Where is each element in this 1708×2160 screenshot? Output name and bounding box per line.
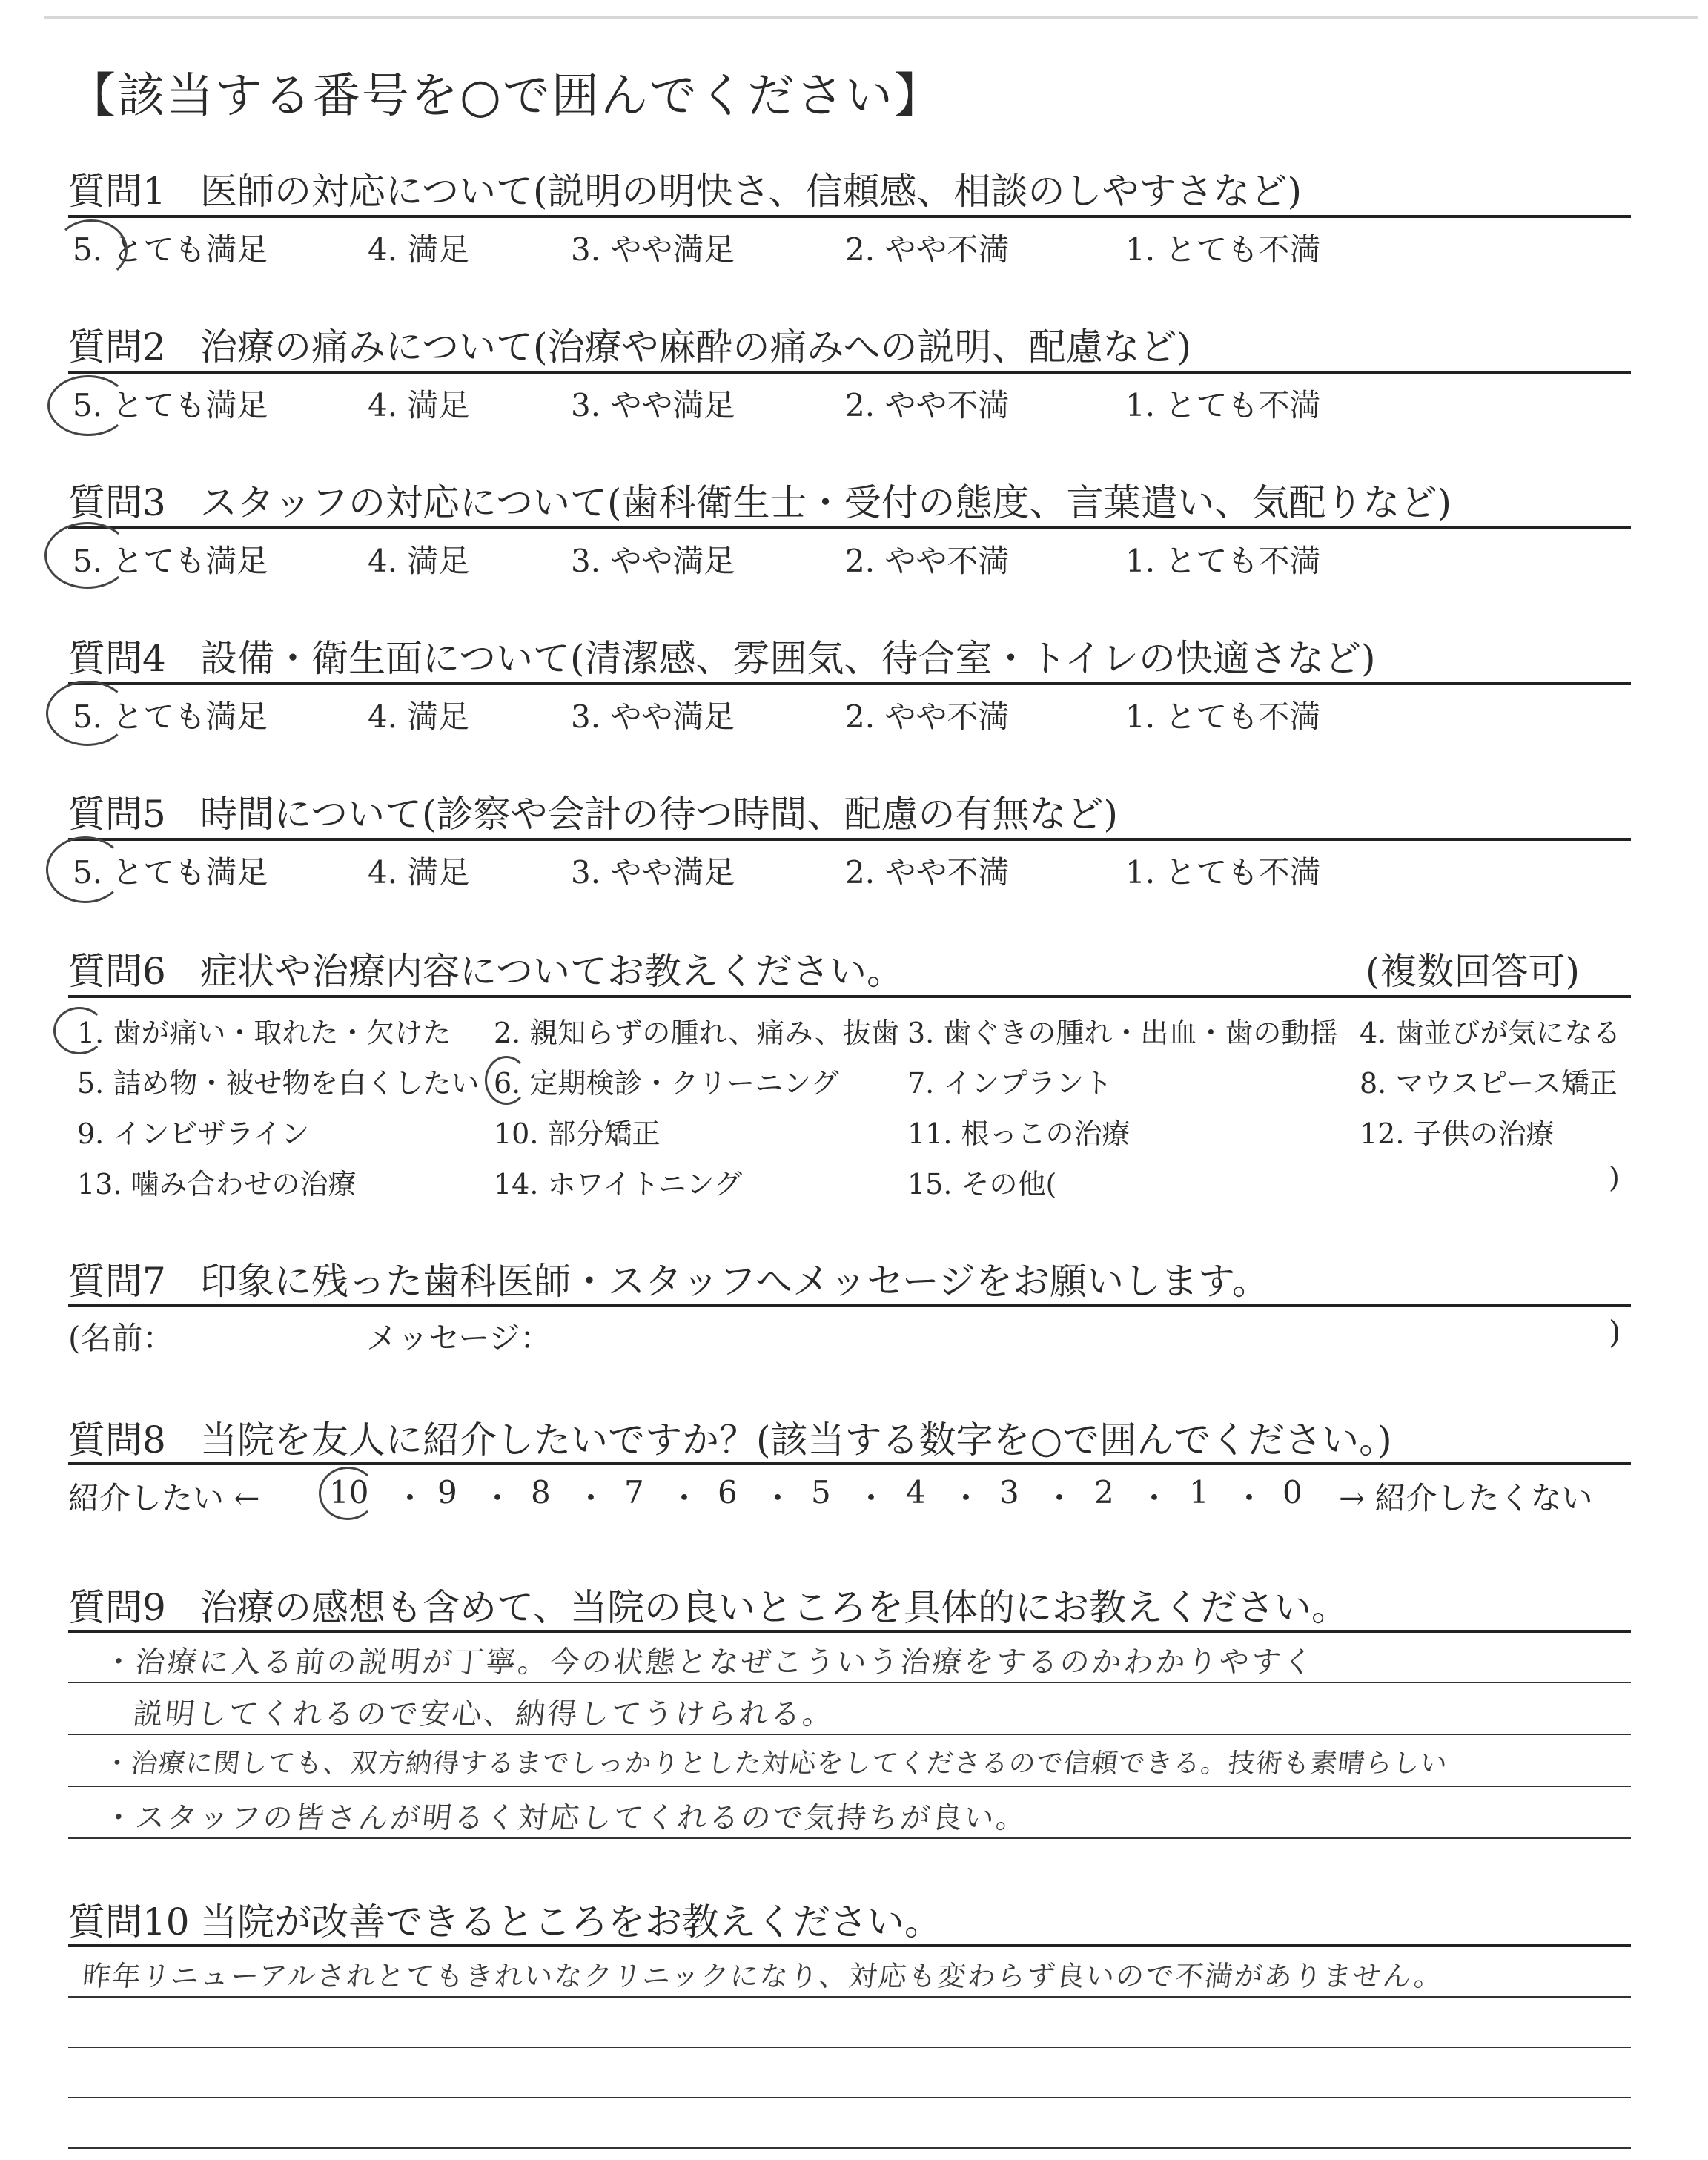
writing-line (68, 2047, 1631, 2048)
symptom-option-13[interactable]: 13. 噛み合わせの治療 (77, 1168, 357, 1200)
hand-circle-mark (46, 836, 125, 903)
option-3[interactable]: 3. やや満足 (571, 698, 735, 735)
hand-circle-mark (47, 375, 129, 436)
question-9 (68, 1578, 1348, 1631)
question-text: スタッフの対応について(歯科衛生士・受付の態度、言葉遣い、気配りなど) (200, 481, 1452, 524)
message-label: メッセージ： (366, 1320, 552, 1356)
question-rule (68, 1944, 1631, 1947)
question-text: 医師の対応について(説明の明快さ、信頼感、相談のしやすさなど) (200, 170, 1302, 213)
option-4[interactable]: 4. 満足 (368, 543, 470, 579)
option-5[interactable]: 5. とても満足 (73, 231, 268, 268)
question-text: 当院が改善できるところをお教えください。 (200, 1900, 941, 1943)
option-4[interactable]: 4. 満足 (368, 698, 470, 735)
option-1[interactable]: 1. とても不満 (1125, 387, 1321, 423)
scale-7[interactable]: 7 (624, 1474, 644, 1510)
option-2[interactable]: 2. やや不満 (845, 231, 1010, 268)
handwritten-answer-line: ・治療に入る前の説明が丁寧。今の状態となぜこういう治療をするのかわかりやすく (102, 1645, 1317, 1680)
question-text: 治療の感想も含めて、当院の良いところを具体的にお教えください。 (200, 1586, 1348, 1629)
symptom-option-8[interactable]: 8. マウスピース矯正 (1360, 1067, 1618, 1100)
question-1 (68, 162, 1302, 215)
writing-line (68, 2097, 1631, 2098)
question-rule (68, 1304, 1631, 1307)
option-2[interactable]: 2. やや不満 (845, 854, 1010, 891)
scale-dot: ・ (1044, 1480, 1076, 1516)
question-text: 治療の痛みについて(治療や麻酔の痛みへの説明、配慮など) (200, 326, 1192, 369)
symptom-option-5[interactable]: 5. 詰め物・被せ物を白くしたい (77, 1067, 480, 1100)
question-number: 質問1 (68, 170, 166, 213)
scale-dot: ・ (482, 1480, 514, 1516)
question-2 (68, 317, 1191, 371)
question-number: 質問3 (68, 481, 166, 524)
question-text: 印象に残った歯科医師・スタッフへメッセージをお願いします。 (200, 1260, 1269, 1303)
scale-dot: ・ (394, 1480, 426, 1516)
multiple-answer-note: (複数回答可) (1366, 950, 1580, 993)
option-1[interactable]: 1. とても不満 (1125, 231, 1321, 268)
option-4[interactable]: 4. 満足 (368, 854, 470, 891)
symptom-option-10[interactable]: 10. 部分矯正 (494, 1117, 661, 1150)
option-5[interactable]: 5. とても満足 (73, 698, 268, 735)
symptom-option-1[interactable]: 1. 歯が痛い・取れた・欠けた (77, 1017, 451, 1049)
question-number: 質問5 (68, 793, 166, 836)
handwritten-answer-line: 説明してくれるので安心、納得してうけられる。 (131, 1697, 837, 1731)
scale-dot: ・ (950, 1480, 982, 1516)
hand-circle-mark (44, 522, 130, 589)
writing-line (68, 1837, 1631, 1839)
option-2[interactable]: 2. やや不満 (845, 543, 1010, 579)
symptom-option-3[interactable]: 3. 歯ぐきの腫れ・出血・歯の動揺 (907, 1017, 1338, 1049)
option-3[interactable]: 3. やや満足 (571, 387, 735, 423)
hand-circle-mark (485, 1056, 528, 1105)
question-rule (68, 371, 1631, 374)
question-4 (68, 629, 1376, 682)
question-3 (68, 473, 1452, 526)
scale-1[interactable]: 1 (1189, 1474, 1209, 1510)
hand-circle-mark (46, 681, 129, 746)
option-4[interactable]: 4. 満足 (368, 231, 470, 268)
option-5[interactable]: 5. とても満足 (73, 387, 268, 423)
recommend-left-label: 紹介したい ← (68, 1480, 260, 1516)
question-5 (68, 785, 1118, 838)
scale-2[interactable]: 2 (1094, 1474, 1114, 1510)
question-number: 質問2 (68, 326, 166, 369)
symptom-option-2[interactable]: 2. 親知らずの腫れ、痛み、抜歯 (494, 1017, 899, 1049)
scale-9[interactable]: 9 (437, 1474, 457, 1510)
symptom-option-9[interactable]: 9. インビザライン (77, 1117, 310, 1150)
top-edge-line (44, 16, 1698, 19)
message-close-paren: ) (1609, 1314, 1621, 1350)
option-3[interactable]: 3. やや満足 (571, 231, 735, 268)
question-text: 症状や治療内容についてお教えください。 (200, 950, 904, 993)
question-rule (68, 215, 1631, 218)
symptom-option-7[interactable]: 7. インプラント (907, 1067, 1113, 1100)
question-text: 設備・衛生面について(清潔感、雰囲気、待合室・トイレの快適さなど) (200, 637, 1376, 680)
name-label: (名前： (68, 1320, 174, 1356)
question-number: 質問10 (68, 1900, 190, 1943)
hand-circle-mark (319, 1467, 377, 1520)
question-number: 質問6 (68, 950, 166, 993)
writing-line (68, 1996, 1631, 1998)
writing-line (68, 1734, 1631, 1735)
question-number: 質問7 (68, 1260, 166, 1303)
option-1[interactable]: 1. とても不満 (1125, 698, 1321, 735)
page-header: 【該当する番号を○で囲んでください】 (68, 69, 943, 124)
question-number: 質問8 (68, 1418, 166, 1462)
symptom-option-12[interactable]: 12. 子供の治療 (1360, 1117, 1555, 1150)
question-7 (68, 1252, 1269, 1305)
other-close-paren: ) (1609, 1161, 1620, 1194)
option-2[interactable]: 2. やや不満 (845, 387, 1010, 423)
handwritten-answer-line: ・治療に関しても、双方納得するまでしっかりとした対応をしてくださるので信頼できる。技術も素晴らしい (102, 1748, 1449, 1779)
option-3[interactable]: 3. やや満足 (571, 543, 735, 579)
option-1[interactable]: 1. とても不満 (1125, 543, 1321, 579)
scale-dot: ・ (855, 1480, 887, 1516)
option-1[interactable]: 1. とても不満 (1125, 854, 1321, 891)
question-text: 当院を友人に紹介したいですか？(該当する数字を○で囲んでください。) (200, 1418, 1392, 1462)
option-2[interactable]: 2. やや不満 (845, 698, 1010, 735)
symptom-option-15[interactable]: 15. その他( (907, 1168, 1057, 1200)
question-rule (68, 838, 1631, 841)
question-number: 質問4 (68, 637, 166, 680)
question-6 (68, 942, 1580, 995)
option-4[interactable]: 4. 満足 (368, 387, 470, 423)
question-text: 時間について(診察や会計の待つ時間、配慮の有無など) (200, 793, 1119, 836)
question-rule (68, 1630, 1631, 1633)
scale-dot: ・ (1234, 1480, 1265, 1516)
scale-3[interactable]: 3 (999, 1474, 1019, 1510)
scale-dot: ・ (762, 1480, 794, 1516)
scale-0[interactable]: 0 (1282, 1474, 1302, 1510)
recommend-right-label: → 紹介したくない (1339, 1480, 1593, 1516)
handwritten-answer-line: ・スタッフの皆さんが明るく対応してくれるので気持ちが良い。 (102, 1801, 1030, 1835)
symptom-option-4[interactable]: 4. 歯並びが気になる (1360, 1017, 1621, 1049)
scale-8[interactable]: 8 (531, 1474, 551, 1510)
scale-dot: ・ (669, 1480, 701, 1516)
option-5[interactable]: 5. とても満足 (73, 543, 268, 579)
scale-dot: ・ (1139, 1480, 1171, 1516)
handwritten-answer-line: 昨年リニューアルされとてもきれいなクリニックになり、対応も変わらず良いので不満がありません。 (81, 1960, 1446, 1992)
scale-dot: ・ (575, 1480, 607, 1516)
question-10 (68, 1892, 941, 1946)
question-rule (68, 526, 1631, 529)
writing-line (68, 2147, 1631, 2149)
question-number: 質問9 (68, 1586, 166, 1629)
symptom-option-6[interactable]: 6. 定期検診・クリーニング (494, 1067, 839, 1100)
question-rule (68, 682, 1631, 685)
writing-line (68, 1682, 1631, 1683)
hand-circle-mark (53, 1007, 105, 1054)
writing-line (68, 1786, 1631, 1787)
scale-6[interactable]: 6 (718, 1474, 738, 1510)
scale-5[interactable]: 5 (811, 1474, 831, 1510)
question-8 (68, 1410, 1392, 1464)
question-rule (68, 995, 1631, 998)
symptom-option-11[interactable]: 11. 根っこの治療 (907, 1117, 1131, 1150)
option-3[interactable]: 3. やや満足 (571, 854, 735, 891)
question-rule (68, 1462, 1631, 1465)
option-5[interactable]: 5. とても満足 (73, 854, 268, 891)
hand-circle-mark (55, 219, 128, 280)
symptom-option-14[interactable]: 14. ホワイトニング (494, 1168, 743, 1200)
scale-10[interactable]: 10 (329, 1474, 369, 1510)
scale-4[interactable]: 4 (906, 1474, 926, 1510)
